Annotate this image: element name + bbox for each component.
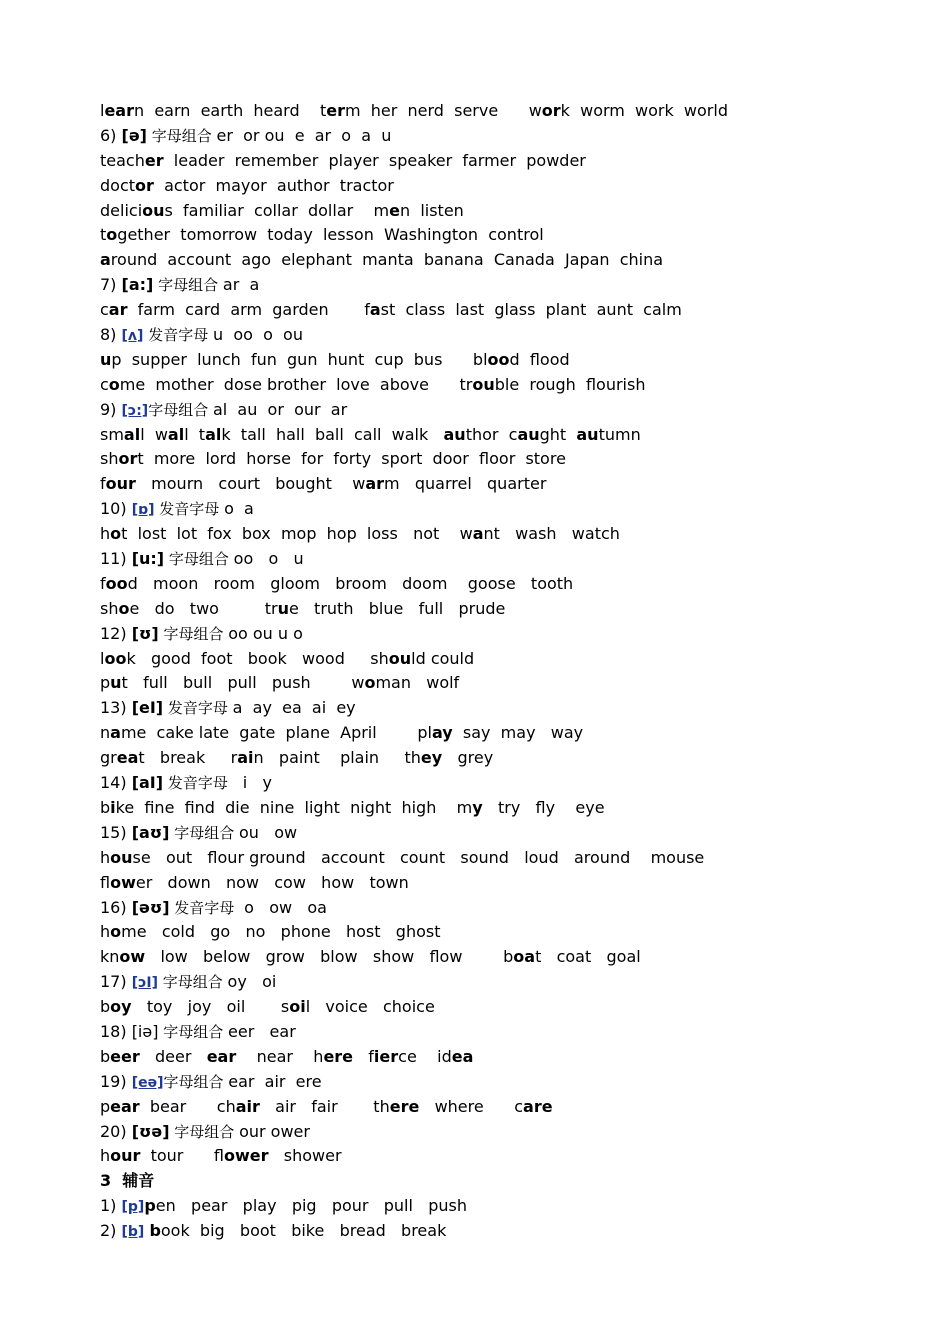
highlighted-letters: ar: [365, 474, 384, 494]
phoneme-heading: [100, 622, 900, 647]
word-text: ook big boot bike bread break: [160, 1221, 447, 1241]
word-text: en pear play pig pour pull push: [155, 1196, 467, 1216]
example-words-line: [100, 348, 900, 373]
word-text: t: [100, 225, 107, 245]
word-text: deer: [139, 1046, 207, 1066]
highlighted-letters: or: [118, 449, 138, 469]
highlighted-letters: ere: [323, 1046, 354, 1066]
heading-number: 18): [100, 1021, 132, 1041]
highlighted-letters: oi: [289, 997, 306, 1017]
phoneme-heading: [100, 696, 900, 721]
phonetic-symbol: [iə]: [131, 1021, 159, 1041]
word-text: l: [100, 648, 105, 668]
phoneme-heading: [100, 273, 900, 298]
word-text: mourn court bought w: [135, 474, 366, 494]
phoneme-heading: [100, 547, 900, 572]
highlighted-letters: ou: [388, 648, 412, 668]
word-text: leader remember player speaker farmer powder: [163, 150, 586, 170]
example-words-line: [100, 871, 900, 896]
word-text: p: [100, 1096, 111, 1116]
highlighted-letters: ear: [104, 101, 134, 120]
word-text: n paint plain th: [253, 748, 421, 768]
heading-chinese-label: 字母组合: [153, 276, 223, 295]
letter-combinations: oo o u: [233, 549, 304, 569]
heading-number: 9): [100, 399, 122, 419]
word-text: t more lord horse for forty sport door floor store: [137, 449, 566, 469]
heading-number: 11): [100, 549, 132, 569]
word-text: l voice choice: [305, 997, 435, 1017]
example-words-line: [100, 572, 900, 597]
word-text: sh: [100, 598, 119, 618]
highlighted-letters: u: [277, 598, 289, 618]
word-text: sh: [100, 449, 119, 469]
example-words-line: [100, 721, 900, 746]
highlighted-letters: oo: [105, 573, 128, 593]
highlighted-letters: oo: [104, 648, 127, 668]
example-words-line: [100, 223, 900, 248]
highlighted-letters: ow: [110, 872, 136, 892]
word-text: k good foot book wood sh: [126, 648, 389, 668]
word-text: me mother dose brother love above tr: [119, 374, 473, 394]
highlighted-letters: ea: [451, 1046, 474, 1066]
heading-number: 7): [100, 275, 122, 295]
phoneme-heading: [100, 771, 900, 796]
word-text: tour fl: [140, 1146, 224, 1166]
word-text: fl: [100, 872, 111, 892]
word-text: gether tomorrow today lesson Washington control: [117, 225, 544, 245]
word-text: ght: [539, 424, 577, 444]
highlighted-letters: u: [100, 349, 112, 369]
highlighted-letters: er: [144, 150, 164, 170]
highlighted-letters: ower: [223, 1146, 269, 1166]
heading-chinese-label: 字母组合: [158, 973, 228, 992]
word-text: e do two tr: [129, 598, 278, 618]
highlighted-letters: ow: [119, 947, 146, 967]
example-words-line: [100, 846, 900, 871]
word-text: farm card arm garden f: [127, 300, 370, 320]
section-heading: 3 辅音: [100, 1171, 155, 1191]
phonetic-symbol: [əʊ]: [131, 897, 170, 917]
example-words-line: [100, 920, 900, 945]
word-text: near h: [236, 1046, 324, 1066]
highlighted-letters: au: [443, 424, 466, 444]
word-text: sm: [100, 424, 124, 444]
highlighted-letters: a: [369, 300, 381, 320]
heading-number: 20): [100, 1121, 132, 1141]
heading-chinese-label: 字母组合: [148, 400, 213, 419]
word-text: t coat goal: [535, 947, 641, 967]
heading-chinese-label: 字母组合: [147, 126, 217, 145]
word-text: n earn earth heard t: [134, 101, 327, 120]
word-text: p: [100, 673, 111, 693]
phoneme-heading: [100, 970, 900, 995]
word-text: doct: [100, 175, 136, 195]
highlighted-letters: ear: [206, 1046, 237, 1066]
highlighted-letters: ere: [389, 1096, 420, 1116]
highlighted-letters: au: [517, 424, 540, 444]
heading-number: 12): [100, 623, 132, 643]
letter-combinations: ar a: [222, 275, 260, 295]
word-text: b: [100, 797, 111, 817]
highlighted-letters: ou: [142, 200, 165, 220]
word-text: c: [100, 374, 109, 394]
heading-number: 13): [100, 698, 132, 718]
highlighted-letters: air: [235, 1096, 260, 1116]
word-text: ce id: [398, 1046, 452, 1066]
word-text: grey: [442, 748, 494, 768]
word-text: kn: [100, 947, 120, 967]
highlighted-letters: p: [144, 1196, 156, 1216]
word-text: m quarrel quarter: [384, 474, 547, 494]
phonetic-symbol[interactable]: [eə]: [131, 1074, 164, 1091]
word-text: me cake late gate plane April pl: [120, 723, 432, 743]
example-words-line: [100, 174, 900, 199]
highlighted-letters: or: [541, 101, 561, 120]
letter-combinations: eer ear: [228, 1021, 296, 1041]
phonetic-symbol[interactable]: [ɔ:]: [121, 402, 149, 419]
highlighted-letters: al: [123, 424, 141, 444]
phonetic-symbol[interactable]: [b]: [121, 1224, 145, 1241]
phoneme-heading: [100, 323, 900, 348]
highlighted-letters: oo: [487, 349, 510, 369]
document-body: [100, 99, 900, 1244]
example-words-line: [100, 995, 900, 1020]
phonetic-symbol[interactable]: [ʌ]: [121, 328, 144, 345]
example-words-line: [100, 1095, 900, 1120]
heading-chinese-label: 发音字母: [163, 774, 233, 793]
word-text: h: [100, 847, 111, 867]
heading-chinese-label: 字母组合: [158, 1022, 229, 1041]
highlighted-letters: b: [149, 1221, 161, 1241]
word-text: b: [100, 997, 111, 1017]
highlighted-letters: ou: [472, 374, 495, 394]
word-text: where c: [419, 1096, 524, 1116]
highlighted-letters: ar: [108, 300, 128, 320]
highlighted-letters: al: [205, 424, 222, 444]
phonetic-symbol: [a:]: [121, 275, 154, 295]
phonetic-symbol[interactable]: [ɔI]: [131, 975, 158, 992]
highlighted-letters: ou: [110, 847, 133, 867]
highlighted-letters: o: [110, 524, 122, 544]
highlighted-letters: ey: [420, 748, 443, 768]
word-text: round account ago elephant manta banana Canada Japan china: [110, 250, 664, 270]
word-text: h: [100, 922, 111, 942]
highlighted-letters: oa: [513, 947, 536, 967]
phonetic-symbol: [aI]: [131, 773, 164, 793]
letter-combinations: o ow oa: [239, 897, 327, 917]
word-text: me cold go no phone host ghost: [121, 922, 441, 942]
word-text: e truth blue full prude: [288, 598, 506, 618]
word-text: tumn: [598, 424, 641, 444]
word-text: m her nerd serve w: [345, 101, 542, 120]
word-text: h: [100, 1146, 111, 1166]
heading-chinese-label: 发音字母: [154, 500, 225, 519]
phonetic-symbol[interactable]: [ɒ]: [131, 502, 155, 519]
example-words-line: [100, 671, 900, 696]
word-text: h: [100, 524, 111, 544]
example-words-line: [100, 472, 900, 497]
highlighted-letters: o: [110, 922, 122, 942]
word-text: ble rough flourish: [494, 374, 646, 394]
word-text: ld could: [411, 648, 475, 668]
heading-chinese-label: 字母组合: [163, 1072, 229, 1091]
phoneme-heading: [100, 124, 900, 149]
word-text: f: [100, 573, 106, 593]
word-text: k tall hall ball call walk: [221, 424, 444, 444]
example-words-line: [100, 199, 900, 224]
highlighted-letters: a: [100, 250, 111, 270]
word-text: delici: [100, 200, 143, 220]
highlighted-letters: oy: [110, 997, 132, 1017]
word-text: t full bull pull push w: [121, 673, 365, 693]
example-words-line: [100, 1219, 900, 1244]
phoneme-heading: [100, 1120, 900, 1145]
word-text: f: [100, 474, 106, 494]
highlighted-letters: or: [135, 175, 154, 195]
letter-combinations: a ay ea ai ey: [232, 698, 356, 718]
heading-number: 6): [100, 125, 122, 145]
phoneme-heading: [100, 497, 900, 522]
example-words-line: [100, 945, 900, 970]
example-words-line: [100, 149, 900, 174]
word-text: c: [100, 300, 109, 320]
heading-number: 16): [100, 897, 132, 917]
highlighted-letters: o: [364, 673, 376, 693]
word-text: thor c: [465, 424, 518, 444]
letter-combinations: oy oi: [227, 972, 277, 992]
heading-chinese-label: 字母组合: [169, 1122, 240, 1141]
word-text: t lost lot fox box mop hop loss not w: [121, 524, 473, 544]
word-text: f: [353, 1046, 374, 1066]
highlighted-letters: o: [106, 225, 118, 245]
highlighted-letters: ear: [110, 1096, 140, 1116]
letter-combinations: u oo o ou: [213, 325, 303, 345]
phoneme-heading: [100, 1020, 900, 1045]
heading-chinese-label: 发音字母: [143, 326, 213, 345]
word-text: l: [100, 101, 105, 120]
phonetic-symbol[interactable]: [p]: [121, 1199, 145, 1216]
word-text: se out flour ground account count sound loud around mouse: [132, 847, 705, 867]
highlighted-letters: u: [110, 673, 122, 693]
word-text: toy joy oil s: [131, 997, 290, 1017]
word-text: ke fine find die nine light night high m: [115, 797, 473, 817]
example-words-line: [100, 796, 900, 821]
word-text: l t: [184, 424, 206, 444]
phoneme-heading: [100, 821, 900, 846]
highlighted-letters: er: [326, 101, 345, 120]
word-text: l w: [140, 424, 168, 444]
word-text: d flood: [509, 349, 570, 369]
word-text: air fair th: [259, 1096, 390, 1116]
word-text: teach: [100, 150, 145, 170]
heading-chinese-label: 发音字母: [163, 699, 233, 718]
phonetic-symbol: [u:]: [131, 549, 165, 569]
letter-combinations: our ower: [239, 1121, 310, 1141]
word-text: man wolf: [375, 673, 460, 693]
word-text: gr: [100, 748, 117, 768]
letter-combinations: ear air ere: [228, 1071, 322, 1091]
word-text: bear ch: [139, 1096, 236, 1116]
word-text: actor mayor author tractor: [153, 175, 394, 195]
word-text: say may way: [452, 723, 584, 743]
example-words-line: [100, 248, 900, 273]
phonetic-symbol: [eI]: [131, 698, 164, 718]
highlighted-letters: ea: [116, 748, 139, 768]
example-words-line: [100, 1144, 900, 1169]
phoneme-heading: [100, 398, 900, 423]
heading-chinese-label: 发音字母: [169, 898, 240, 917]
highlighted-letters: o: [108, 374, 120, 394]
heading-number: 8): [100, 325, 122, 345]
highlighted-letters: i: [110, 797, 116, 817]
word-text: low below grow blow show flow b: [145, 947, 514, 967]
highlighted-letters: o: [118, 598, 130, 618]
word-text: n: [100, 723, 111, 743]
heading-number: 15): [100, 822, 132, 842]
highlighted-letters: our: [110, 1146, 141, 1166]
phoneme-heading: [100, 896, 900, 921]
word-text: n listen: [400, 200, 464, 220]
highlighted-letters: a: [472, 524, 484, 544]
example-words-line: [100, 597, 900, 622]
phonetic-symbol: [aʊ]: [131, 822, 170, 842]
example-words-line: [100, 1194, 900, 1219]
highlighted-letters: y: [472, 797, 483, 817]
word-text: nt wash watch: [483, 524, 620, 544]
example-words-line: [100, 746, 900, 771]
example-words-line: [100, 423, 900, 448]
highlighted-letters: al: [167, 424, 185, 444]
word-text: st class last glass plant aunt calm: [380, 300, 682, 320]
highlighted-letters: are: [523, 1096, 553, 1116]
example-words-line: [100, 1045, 900, 1070]
heading-number: 10): [100, 499, 132, 519]
word-text: 2): [100, 1221, 122, 1241]
heading-number: 17): [100, 972, 132, 992]
word-text: k worm work world: [560, 101, 728, 120]
example-words-line: [100, 522, 900, 547]
letter-combinations: er or ou e ar o a u: [216, 125, 392, 145]
heading-number: 19): [100, 1071, 132, 1091]
heading-chinese-label: 字母组合: [164, 550, 234, 569]
letter-combinations: o a: [224, 499, 254, 519]
letter-combinations: al au or our ar: [213, 399, 348, 419]
highlighted-letters: a: [110, 723, 121, 743]
phonetic-symbol: [ʊə]: [131, 1121, 170, 1141]
highlighted-letters: ay: [431, 723, 453, 743]
example-words-line: [100, 647, 900, 672]
highlighted-letters: eer: [110, 1046, 140, 1066]
letter-combinations: oo ou u o: [228, 623, 303, 643]
highlighted-letters: e: [389, 200, 400, 220]
example-words-line: [100, 447, 900, 472]
heading-chinese-label: 字母组合: [169, 823, 240, 842]
heading-number: 14): [100, 773, 132, 793]
word-text: er down now cow how town: [135, 872, 409, 892]
letter-combinations: i y: [232, 773, 272, 793]
highlighted-letters: ai: [237, 748, 254, 768]
phonetic-symbol: [ʊ]: [131, 623, 159, 643]
phoneme-heading: [100, 1070, 900, 1095]
example-words-line: [100, 373, 900, 398]
heading-chinese-label: 字母组合: [158, 624, 229, 643]
word-text: try fly eye: [482, 797, 605, 817]
word-text: 1): [100, 1196, 122, 1216]
word-text: d moon room gloom broom doom goose tooth: [127, 573, 574, 593]
word-text: shower: [268, 1146, 342, 1166]
word-text: t break r: [138, 748, 238, 768]
example-words-line: [100, 99, 900, 124]
letter-combinations: ou ow: [239, 822, 298, 842]
word-text: p supper lunch fun gun hunt cup bus bl: [111, 349, 488, 369]
phonetic-symbol: [ə]: [121, 125, 147, 145]
highlighted-letters: our: [105, 474, 136, 494]
highlighted-letters: ier: [373, 1046, 399, 1066]
word-text: b: [100, 1046, 111, 1066]
word-text: s familiar collar dollar m: [164, 200, 390, 220]
highlighted-letters: au: [576, 424, 599, 444]
example-words-line: [100, 298, 900, 323]
